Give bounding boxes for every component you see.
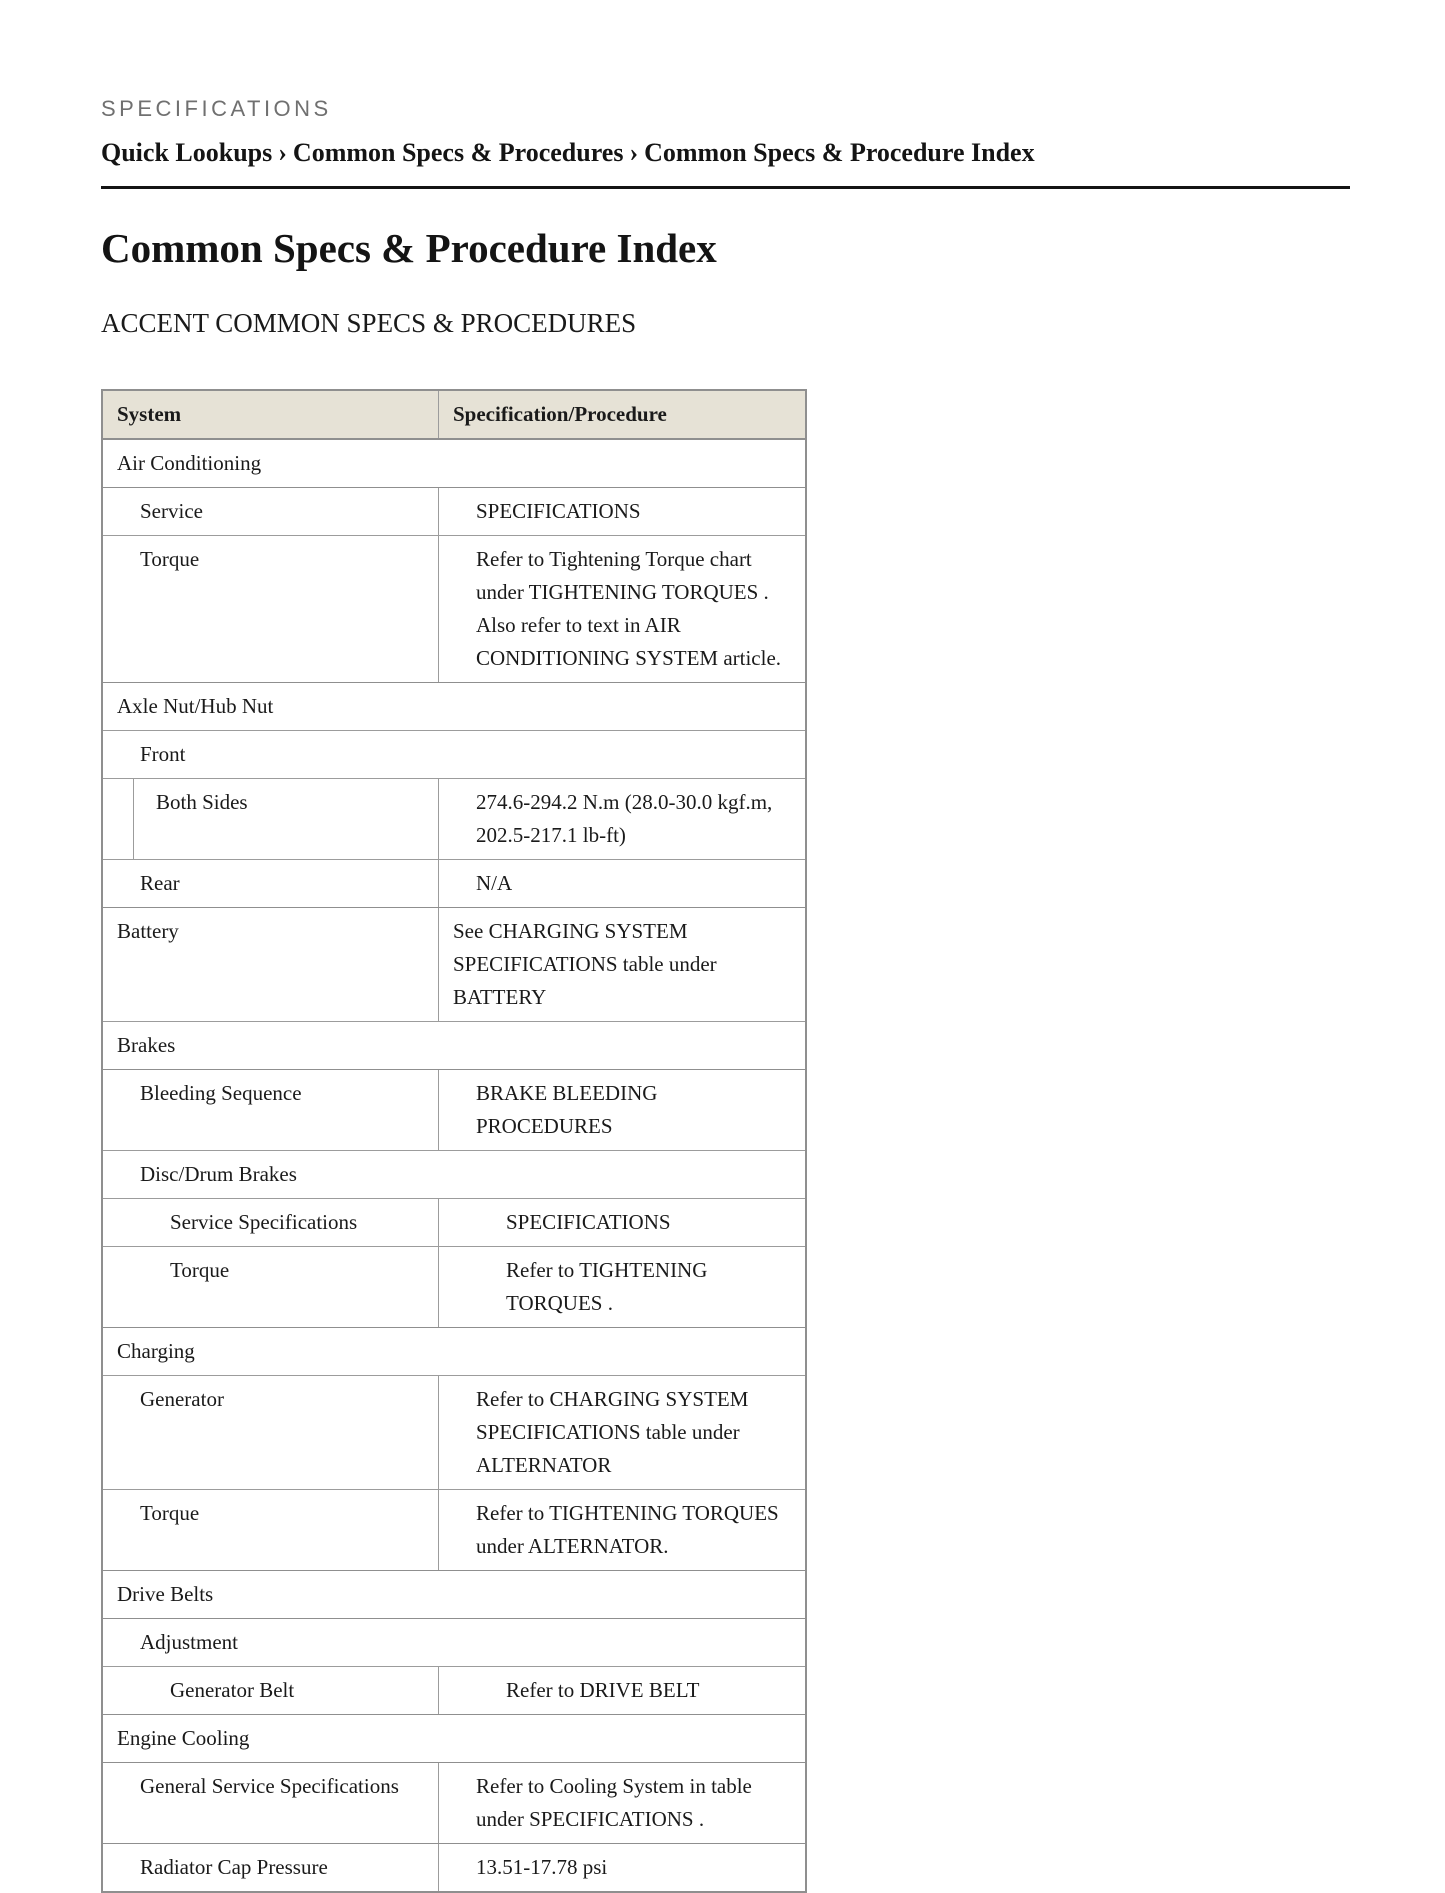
group-label: Air Conditioning xyxy=(102,439,806,488)
table-row-group xyxy=(102,683,806,731)
spec-link[interactable]: Refer to DRIVE BELT xyxy=(439,1667,807,1715)
system-cell: Rear xyxy=(102,860,439,908)
subgroup-label: Front xyxy=(102,731,806,779)
table-row xyxy=(102,1070,806,1151)
system-cell: Service xyxy=(102,488,439,536)
breadcrumb-item-quick-lookups[interactable]: Quick Lookups xyxy=(101,138,273,167)
table-row xyxy=(102,779,806,860)
table-row-group xyxy=(102,1328,806,1376)
group-label: Engine Cooling xyxy=(102,1715,806,1763)
column-header-spec: Specification/Procedure xyxy=(439,390,807,439)
system-cell: Torque xyxy=(102,1490,439,1571)
table-row-subgroup xyxy=(102,1619,806,1667)
breadcrumb-separator: › xyxy=(629,138,639,167)
table-row xyxy=(102,1490,806,1571)
table-row xyxy=(102,1199,806,1247)
system-cell: Torque xyxy=(102,536,439,683)
page-title: Common Specs & Procedure Index xyxy=(101,225,717,271)
breadcrumb xyxy=(101,138,1350,189)
table-row xyxy=(102,908,806,1022)
spec-link[interactable]: Refer to Cooling System in table under SPECIFICATIONS . xyxy=(439,1763,807,1844)
system-cell: Service Specifications xyxy=(102,1199,439,1247)
system-cell: Battery xyxy=(102,908,439,1022)
table-row xyxy=(102,536,806,683)
spec-link[interactable]: BRAKE BLEEDING PROCEDURES xyxy=(439,1070,807,1151)
group-label: Charging xyxy=(102,1328,806,1376)
spec-link[interactable]: Refer to TIGHTENING TORQUES under ALTERNATOR. xyxy=(439,1490,807,1571)
group-label: Axle Nut/Hub Nut xyxy=(102,683,806,731)
system-cell: Bleeding Sequence xyxy=(102,1070,439,1151)
system-cell: General Service Specifications xyxy=(102,1763,439,1844)
table-row xyxy=(102,1247,806,1328)
spec-link[interactable]: SPECIFICATIONS xyxy=(439,488,807,536)
breadcrumb-item-common-specs[interactable]: Common Specs & Procedures xyxy=(292,138,624,167)
spec-link[interactable]: Refer to TIGHTENING TORQUES . xyxy=(439,1247,807,1328)
spec-cell: N/A xyxy=(439,860,807,908)
column-header-system: System xyxy=(102,390,439,439)
system-cell: Radiator Cap Pressure xyxy=(102,1844,439,1893)
system-cell xyxy=(102,779,439,860)
breadcrumb-item-current: Common Specs & Procedure Index xyxy=(644,138,1035,167)
table-row xyxy=(102,860,806,908)
spec-link[interactable]: See CHARGING SYSTEM SPECIFICATIONS table under BATTERY xyxy=(439,908,807,1022)
section-label: SPECIFICATIONS xyxy=(101,96,332,121)
spec-cell: 274.6-294.2 N.m (28.0-30.0 kgf.m, 202.5-217.1 lb-ft) xyxy=(439,779,807,860)
specs-table xyxy=(101,389,807,1893)
page-subtitle: ACCENT COMMON SPECS & PROCEDURES xyxy=(101,308,637,338)
subgroup-label: Adjustment xyxy=(102,1619,806,1667)
table-row xyxy=(102,1763,806,1844)
spec-link[interactable]: SPECIFICATIONS xyxy=(439,1199,807,1247)
system-cell: Torque xyxy=(102,1247,439,1328)
table-row xyxy=(102,1667,806,1715)
table-row-group xyxy=(102,1571,806,1619)
table-row-group xyxy=(102,1715,806,1763)
spec-link[interactable]: Refer to CHARGING SYSTEM SPECIFICATIONS table under ALTERNATOR xyxy=(439,1376,807,1490)
spec-cell: 13.51-17.78 psi xyxy=(439,1844,807,1893)
table-header-row xyxy=(102,390,806,439)
indent-rule xyxy=(133,779,134,859)
breadcrumb-separator: › xyxy=(278,138,287,167)
table-row-group xyxy=(102,1022,806,1070)
group-label: Brakes xyxy=(102,1022,806,1070)
table-row-group xyxy=(102,439,806,488)
system-cell: Generator xyxy=(102,1376,439,1490)
system-cell-label: Both Sides xyxy=(156,790,248,814)
table-row xyxy=(102,488,806,536)
table-row-subgroup xyxy=(102,731,806,779)
subgroup-label: Disc/Drum Brakes xyxy=(102,1151,806,1199)
group-label: Drive Belts xyxy=(102,1571,806,1619)
spec-cell: Refer to Tightening Torque chart under TIGHTENING TORQUES . Also refer to text in AIR CONDITIONING SYSTEM article. xyxy=(439,536,807,683)
table-row-subgroup xyxy=(102,1151,806,1199)
system-cell: Generator Belt xyxy=(102,1667,439,1715)
table-row xyxy=(102,1376,806,1490)
table-row xyxy=(102,1844,806,1893)
